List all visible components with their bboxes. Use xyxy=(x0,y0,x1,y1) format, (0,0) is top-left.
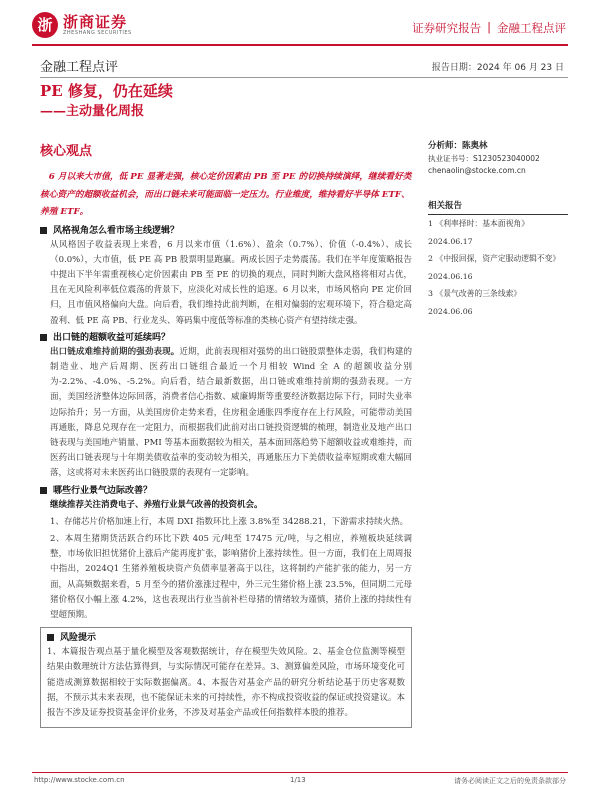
paragraph-lead: 出口链成难维持前期的强劲表现。 xyxy=(50,346,180,357)
main-content xyxy=(40,140,412,728)
report-category: 金融工程点评 xyxy=(497,21,566,35)
section-paragraph: 2、本周生猪期货活跃合约环比下跌 405 元/吨至 17475 元/吨，与之相应，养殖板块延续调整，市场依旧担忧猪价上涨后产能再度扩张，影响猪价上涨持续性。但一方面，我们在上周周报中指出，2024Q1 生猪养殖板块资产负债率显著高于以往，这将制约产能扩张的能力，另一方面，从高频数据来看，5 月至今的猪价涨涨过程中，外三元生猪价格上涨 23.5%，但同期二元母猪价格仅小幅上涨 4.2%，这也表现出行业当前补栏母猪的情绪较为谨慎，猪价上涨的持续性有望超预期。 xyxy=(50,533,412,620)
analyst-license: 执业证书号：S1230523040002 xyxy=(428,154,540,163)
core-heading: 核心观点 xyxy=(40,144,93,159)
logo-cn-name: 浙商证券 xyxy=(63,12,128,31)
page-category: 金融工程点评 xyxy=(40,60,119,75)
logo-mark: 浙 xyxy=(32,12,58,38)
related-report-link[interactable]: 2 《中报回探，资产定服动逻辑不变》 xyxy=(428,254,561,263)
section-paragraph-bold: 继续推荐关注消费电子、养殖行业景气改善的投资机会。 xyxy=(50,499,263,510)
section-paragraph: 从风格因子收益表现上来看，6 月以来市值（1.6%）、盈余（0.7%）、价值（-0.4%）、成长（0.0%），大市值，低 PE 高 PB 股票明显跑赢。两成长因子走势震荡。我们在半年度策略报告中提出下半年需重视核心定价因素由 PB 至 PE 的切换的观点，同时判断大盘风格将相对占优，且在无风险利率低位震荡的背景下，应淡化对成长性的追逐。6 月以来，市场风格向 PE 定价回归，且市值风格偏向大盘。向后看，我们维持此前判断，在相对偏弱的宏观环境下，符合稳定高盈利、低 PE 高 PB、行业龙头、筹码集中度低等标准的类核心资产有望持续走强。 xyxy=(50,239,412,326)
related-reports-heading: 相关报告 xyxy=(428,199,568,215)
analyst-email[interactable]: chenaolin@stocke.com.cn xyxy=(428,166,526,175)
category-divider xyxy=(40,77,568,78)
section-heading-industry: 哪些行业景气边际改善？ xyxy=(40,484,412,498)
section-heading-export: 出口链的超额收益可延续吗？ xyxy=(40,331,412,345)
page-subtitle: ——主动量化周报 xyxy=(40,104,145,119)
page-title: PE 修复，仍在延续 xyxy=(40,82,173,100)
core-summary: 6 月以来大市值，低 PE 显著走强，核心定价因素由 PB 至 PE 的切换持续演绎，继续看好类核心资产的超额收益机会，而出口链未来可能面临一定压力。行业维度，维持看好半导体 ETF、养殖 ETF。 xyxy=(40,172,412,217)
report-type: 证券研究报告 xyxy=(412,21,482,35)
related-report-date: 2024.06.06 xyxy=(428,307,473,316)
header-separator: | xyxy=(487,20,491,34)
footer-website[interactable]: http://www.stocke.com.cn xyxy=(34,776,125,784)
section-paragraph: 1、存储芯片价格加速上行，本周 DXI 指数环比上涨 3.8%至 34288.21，下游需求持续火热。 xyxy=(50,516,409,527)
bullet-square-icon xyxy=(40,487,47,494)
section-heading-style: 风格视角怎么看市场主线逻辑？ xyxy=(40,224,412,238)
bullet-square-icon xyxy=(47,634,54,641)
section-paragraph: 出口链成难维持前期的强劲表现。近期，此前表现相对强势的出口链股票整体走弱，我们构建的制造业、地产后周期、医药出口链组合最近一个月相较 Wind 全 A 的超额收益分别为-2.2%、-4.0%、-5.2%。向后看，结合最新数据，出口链或难维持前期的强劲表现。一方面，美国经济整体边际回落，消费者信心指数、威廉姆斯等重要经济数据边际下行，同时失业率边际抬升；另一方面，从美国房价走势来看，住房租金通胀四季度存在上行风险，可能带动美国再通胀，降息兑现存在一定阻力，而根据我们此前对出口链投资逻辑的梳理，制造业及地产出口链表现与美国地产销量、PMI 等基本面数据较为相关，基本面回落趋势下超额收益或难维持，而医药出口链表现与十年期美债收益率的变动较为相关，再通胀压力下美债收益率短期或难大幅回落，这或将对未来医药出口链股票的表现有一定影响。 xyxy=(50,346,412,479)
related-report-date: 2024.06.17 xyxy=(428,237,473,246)
company-logo xyxy=(32,12,132,38)
header-divider xyxy=(32,44,568,46)
logo-text xyxy=(63,14,132,37)
bullet-square-icon xyxy=(40,227,47,234)
footer-disclaimer: 请务必阅读正文之后的免责条款部分 xyxy=(454,777,566,785)
analyst-name: 分析师：陈奥林 xyxy=(428,141,488,151)
page-number: 1/13 xyxy=(290,776,306,784)
related-report-date: 2024.06.16 xyxy=(428,272,473,281)
report-date: 报告日期：2024 年 06 月 23 日 xyxy=(431,63,564,73)
related-report-link[interactable]: 1 《利率择时：基本面视角》 xyxy=(428,219,530,228)
footer-divider xyxy=(32,772,568,773)
risk-text: 1、本篇报告观点基于量化模型及客观数据统计，存在模型失效风险。2、基金仓位监测等模型结果由数理统计方法估算得到，与实际情况可能存在差异。3、测算偏差风险，市场环境变化可能造成测算数据相较于实际数据偏离。4、本报告对基金产品的研究分析结论基于历史客观数据，不预示其未来表现，也不能保证未来的可持续性，亦不构成投资收益的保证或投资建议。本报告不涉及证券投资基金评价业务，不涉及对基金产品或任何指数样本股的推荐。 xyxy=(47,647,405,718)
risk-heading: 风险提示 xyxy=(47,631,405,645)
related-report-link[interactable]: 3 《景气改善的三条线索》 xyxy=(428,289,522,298)
header-report-type xyxy=(412,20,566,36)
bullet-square-icon xyxy=(40,334,47,341)
sidebar xyxy=(428,140,568,322)
risk-box xyxy=(40,627,412,728)
logo-en-name: ZHESHANG SECURITIES xyxy=(63,29,132,36)
